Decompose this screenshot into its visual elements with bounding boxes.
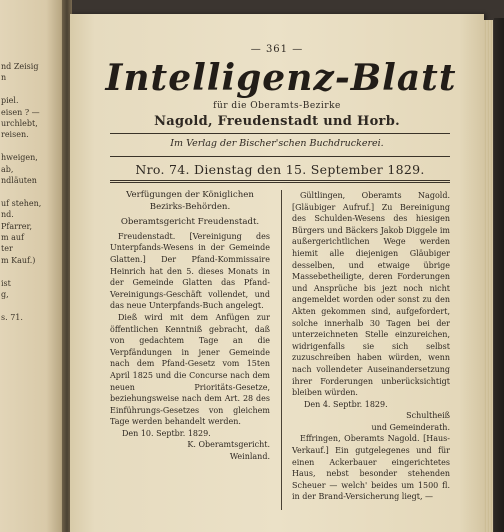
notice-signature-office: Schultheiß: [406, 411, 450, 421]
masthead-subtitle: für die Oberamts-Bezirke: [213, 101, 341, 111]
header-rule-bottom-double: [110, 182, 450, 183]
previous-page-line: m Kauf.): [1, 255, 36, 265]
previous-page-line: ist: [1, 278, 11, 288]
previous-page-line: ter: [1, 244, 13, 254]
section-heading: Oberamtsgericht Freudenstadt.: [120, 217, 260, 228]
column-divider: [281, 190, 282, 510]
page-number: — 361 —: [250, 44, 304, 55]
masthead-title: Intelligenz-Blatt: [105, 57, 457, 99]
notice-paragraph: Freudenstadt. [Vereinigung des Unterpfands-Wesens in der Gemeinde Glatten.] Der Pfand-Kommissaire Heinrich hat den 5. dieses Monats in der Gemeinde Glatten das Pfand-Vereinigungs-Geschäft vollendet, und das neue Unterpfands-Buch angelegt.: [110, 231, 270, 311]
notice-paragraph: Dieß wird mit dem Anfügen zur öffentlichen Kenntniß gebracht, daß von gedachtem Tage an die Verpfändungen in jener Gemeinde nach dem Pfand-Gesetz vom 15ten April 1825 und die Concurse nach dem neuen Prioritäts-Gesetze, beziehungsweise nach dem Art. 28 des Einführungs-Gesetzes von gleichem Tage werden behandelt werden.: [110, 312, 270, 427]
newspaper-page: [70, 14, 484, 532]
previous-page-line: g,: [1, 290, 9, 299]
previous-page-line: uf stehen,: [1, 198, 42, 208]
previous-page-line: reisen.: [1, 130, 29, 140]
previous-page-line: n: [1, 73, 7, 83]
column-heading: Verfügungen der Königlichen Bezirks-Behörden.: [126, 190, 254, 212]
previous-page-line: s. 71.: [1, 312, 23, 322]
notice-signature-name: und Gemeinderath.: [371, 422, 450, 432]
previous-page-line: eisen ? —: [1, 107, 40, 117]
previous-page-line: ndläuten: [1, 176, 37, 185]
notice-date: Den 4. Septbr. 1829.: [304, 399, 388, 409]
left-column: [110, 190, 270, 463]
dark-background-strip: [494, 18, 504, 532]
right-column: [292, 190, 450, 503]
masthead-districts: Nagold, Freudenstadt und Horb.: [154, 114, 400, 129]
previous-page-line: nd Zeisig: [1, 62, 39, 71]
previous-page-line: urchlebt,: [1, 119, 38, 128]
previous-page-line: nd.: [1, 210, 14, 220]
issue-line: Nro. 74. Dienstag den 15. September 1829.: [135, 162, 425, 177]
previous-page-line: ab,: [1, 164, 14, 174]
header-rule-middle: [110, 156, 450, 157]
notice-date: Den 10. Septbr. 1829.: [122, 428, 211, 438]
previous-page-edge: [0, 0, 66, 532]
header-rule-top: [110, 133, 450, 134]
notice-paragraph: Effringen, Oberamts Nagold. [Haus-Verkauf.] Ein gutgelegenes und für einen Ackerbauer eingerichtetes Haus, nebst besonder stehenden Scheuer — welch' beides um 1500 fl. in der Brand-Versicherung liegt, —: [292, 434, 450, 502]
publisher-line: Im Verlag der Bischer'schen Buchdruckerei.: [170, 138, 384, 149]
previous-page-line: hweigen,: [1, 153, 38, 163]
page-stack-edge: [484, 20, 493, 532]
notice-signature-name: Weinland.: [229, 452, 270, 462]
notice-signature-office: K. Oberamtsgericht.: [187, 440, 270, 450]
header-rule-bottom: [110, 180, 450, 181]
previous-page-line: piel.: [1, 96, 19, 106]
notice-paragraph: Gültlingen, Oberamts Nagold. [Gläubiger Aufruf.] Zu Bereinigung des Schulden-Wesens des hiesigen Bürgers und Bäckers Jakob Diggele im außergerichtlichen Wege werden hiemit alle diejenigen Gläubiger desselben, und etwaige übrige Massebetheiligte, deren Forderungen und Ansprüche bis jezt noch nicht angemeldet worden oder sonst zu den Akten gekommen sind, aufgefordert, solche innerhalb 30 Tagen bei der unterzeichneten Stelle einzureichen, widrigenfalls sie sich selbst zuzuschreiben haben würden, wenn nach vollendeter Auseinandersetzung ihrer Forderungen unberücksichtigt bleiben würden.: [292, 191, 450, 398]
previous-page-line: m auf: [1, 233, 25, 242]
previous-page-line: Pfarrer,: [1, 221, 32, 231]
